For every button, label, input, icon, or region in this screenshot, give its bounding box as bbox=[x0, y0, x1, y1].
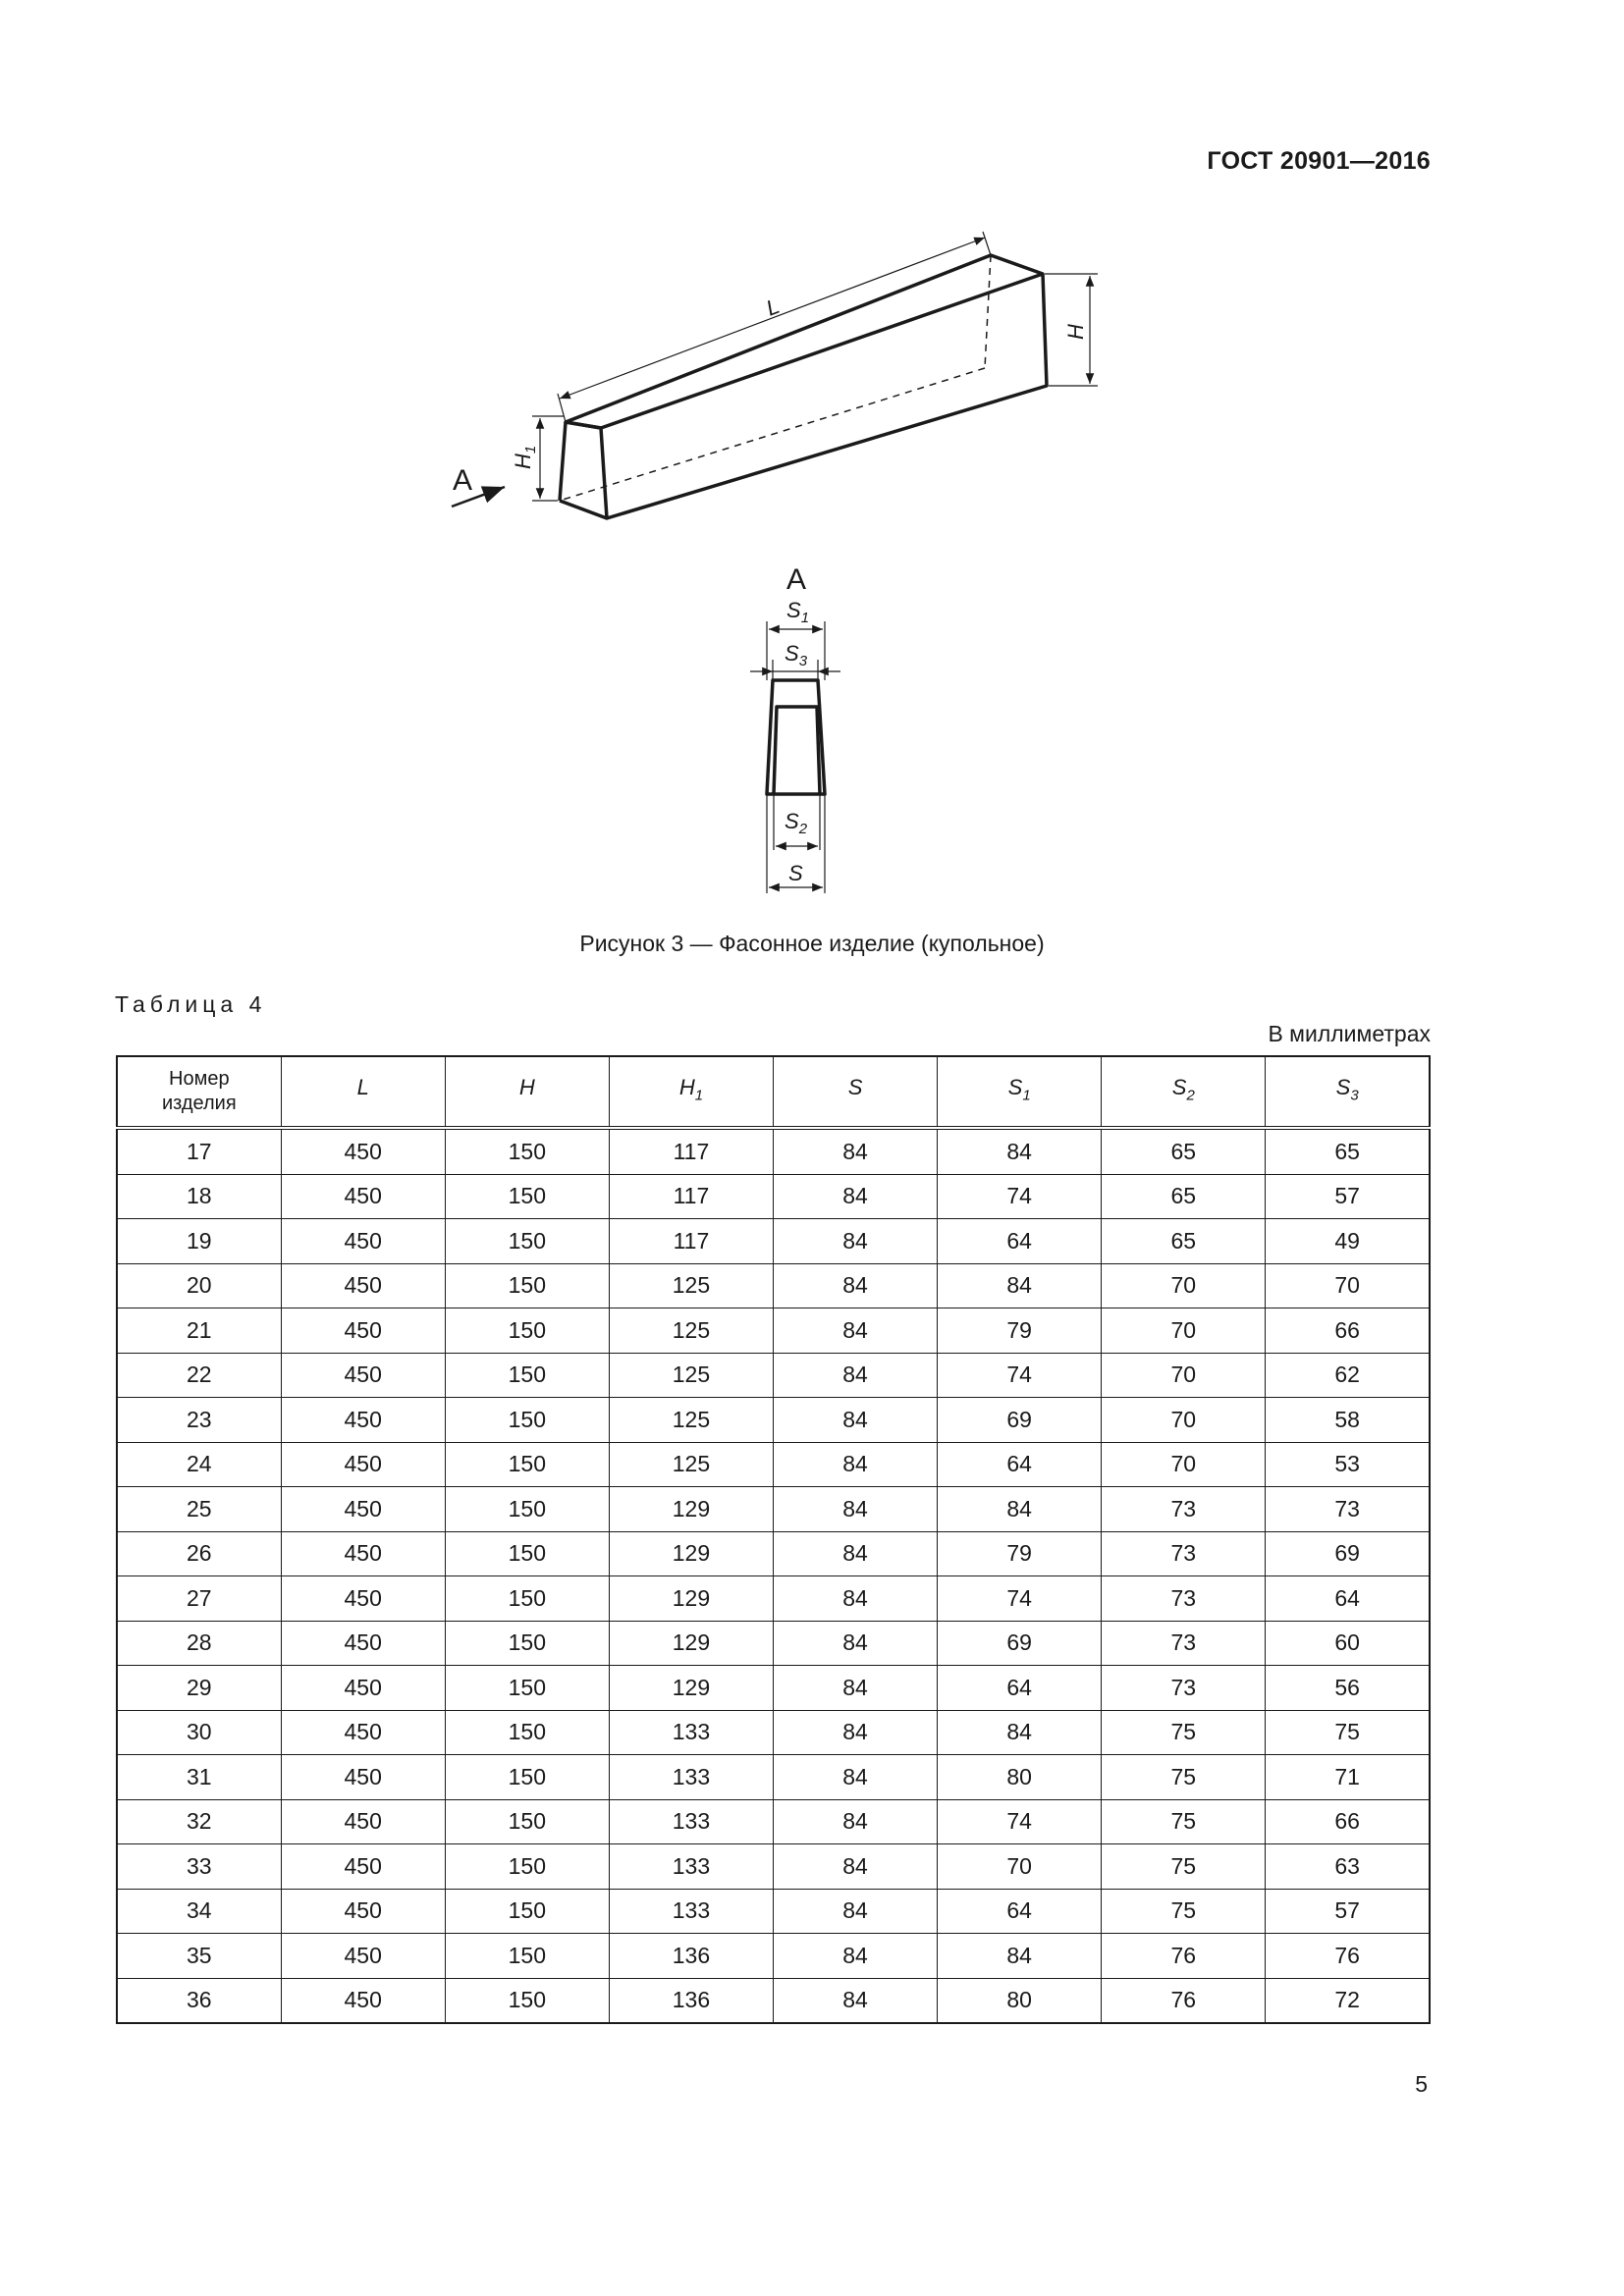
header-L: L bbox=[281, 1056, 445, 1128]
cell-H: 150 bbox=[445, 1219, 609, 1264]
label-H1: $H_1$ bbox=[511, 445, 539, 469]
table-row bbox=[117, 1128, 1430, 1174]
cell-H: 150 bbox=[445, 1487, 609, 1532]
cell-S1: 79 bbox=[938, 1531, 1102, 1576]
cell-H: 150 bbox=[445, 1978, 609, 2023]
cell-S3: 76 bbox=[1266, 1934, 1430, 1979]
cell-S3: 72 bbox=[1266, 1978, 1430, 2023]
cell-S: 84 bbox=[774, 1353, 938, 1398]
cell-S3: 49 bbox=[1266, 1219, 1430, 1264]
table-row bbox=[117, 1799, 1430, 1844]
header-S1: $S_1$ bbox=[938, 1056, 1102, 1128]
cell-S1: 64 bbox=[938, 1219, 1102, 1264]
cell-S: 84 bbox=[774, 1263, 938, 1308]
cell-S1: 80 bbox=[938, 1755, 1102, 1800]
cell-item-number: 21 bbox=[117, 1308, 281, 1354]
cell-H: 150 bbox=[445, 1799, 609, 1844]
cell-H: 150 bbox=[445, 1934, 609, 1979]
figure-3 bbox=[0, 0, 1624, 942]
table-title: Таблица 4 bbox=[115, 991, 267, 1017]
cell-S1: 84 bbox=[938, 1128, 1102, 1174]
cell-H1: 133 bbox=[609, 1710, 773, 1755]
cell-S2: 73 bbox=[1102, 1621, 1266, 1666]
cell-item-number: 17 bbox=[117, 1128, 281, 1174]
cell-L: 450 bbox=[281, 1666, 445, 1711]
cell-L: 450 bbox=[281, 1174, 445, 1219]
cell-S3: 53 bbox=[1266, 1442, 1430, 1487]
cell-H: 150 bbox=[445, 1621, 609, 1666]
cell-S3: 65 bbox=[1266, 1128, 1430, 1174]
cell-L: 450 bbox=[281, 1531, 445, 1576]
cell-S2: 75 bbox=[1102, 1710, 1266, 1755]
cell-S1: 84 bbox=[938, 1487, 1102, 1532]
table-row bbox=[117, 1442, 1430, 1487]
cell-S: 84 bbox=[774, 1844, 938, 1890]
cell-H1: 133 bbox=[609, 1799, 773, 1844]
cell-S2: 65 bbox=[1102, 1219, 1266, 1264]
cell-S1: 74 bbox=[938, 1799, 1102, 1844]
cell-H1: 129 bbox=[609, 1487, 773, 1532]
cell-S3: 58 bbox=[1266, 1398, 1430, 1443]
cell-L: 450 bbox=[281, 1398, 445, 1443]
cell-S3: 62 bbox=[1266, 1353, 1430, 1398]
cell-S: 84 bbox=[774, 1531, 938, 1576]
cell-L: 450 bbox=[281, 1755, 445, 1800]
cell-L: 450 bbox=[281, 1710, 445, 1755]
cell-H: 150 bbox=[445, 1889, 609, 1934]
cell-S: 84 bbox=[774, 1621, 938, 1666]
cell-item-number: 20 bbox=[117, 1263, 281, 1308]
cell-S2: 73 bbox=[1102, 1666, 1266, 1711]
cell-item-number: 24 bbox=[117, 1442, 281, 1487]
cell-L: 450 bbox=[281, 1799, 445, 1844]
cell-S: 84 bbox=[774, 1710, 938, 1755]
cell-L: 450 bbox=[281, 1487, 445, 1532]
table-row bbox=[117, 1487, 1430, 1532]
cell-H: 150 bbox=[445, 1844, 609, 1890]
isometric-block bbox=[452, 232, 1098, 518]
cell-S1: 80 bbox=[938, 1978, 1102, 2023]
cell-S: 84 bbox=[774, 1174, 938, 1219]
cell-S2: 76 bbox=[1102, 1978, 1266, 2023]
cell-H1: 125 bbox=[609, 1308, 773, 1354]
cell-H1: 133 bbox=[609, 1889, 773, 1934]
cell-S1: 74 bbox=[938, 1174, 1102, 1219]
cell-H1: 136 bbox=[609, 1934, 773, 1979]
cell-S: 84 bbox=[774, 1799, 938, 1844]
cell-S1: 64 bbox=[938, 1442, 1102, 1487]
cell-L: 450 bbox=[281, 1219, 445, 1264]
cell-S2: 65 bbox=[1102, 1174, 1266, 1219]
cell-item-number: 28 bbox=[117, 1621, 281, 1666]
cell-L: 450 bbox=[281, 1308, 445, 1354]
header-H1: $H_1$ bbox=[609, 1056, 773, 1128]
label-H: H bbox=[1063, 324, 1088, 340]
cell-H: 150 bbox=[445, 1353, 609, 1398]
cell-S1: 84 bbox=[938, 1710, 1102, 1755]
cell-item-number: 33 bbox=[117, 1844, 281, 1890]
cell-H1: 125 bbox=[609, 1442, 773, 1487]
figure-caption: Рисунок 3 — Фасонное изделие (купольное) bbox=[579, 931, 1045, 956]
cell-L: 450 bbox=[281, 1934, 445, 1979]
cell-H: 150 bbox=[445, 1710, 609, 1755]
cell-H1: 133 bbox=[609, 1755, 773, 1800]
label-view-A: А bbox=[453, 464, 473, 497]
header-item-number: Номер изделия bbox=[117, 1056, 281, 1128]
cell-H: 150 bbox=[445, 1666, 609, 1711]
cell-H1: 129 bbox=[609, 1576, 773, 1622]
cell-L: 450 bbox=[281, 1442, 445, 1487]
cell-L: 450 bbox=[281, 1263, 445, 1308]
cell-item-number: 32 bbox=[117, 1799, 281, 1844]
cell-H: 150 bbox=[445, 1398, 609, 1443]
document-id: ГОСТ 20901—2016 bbox=[1207, 147, 1431, 175]
cell-S1: 64 bbox=[938, 1889, 1102, 1934]
cell-H: 150 bbox=[445, 1128, 609, 1174]
cell-S3: 57 bbox=[1266, 1889, 1430, 1934]
cell-S1: 84 bbox=[938, 1934, 1102, 1979]
cell-S: 84 bbox=[774, 1755, 938, 1800]
cell-H: 150 bbox=[445, 1755, 609, 1800]
header-S: S bbox=[774, 1056, 938, 1128]
header-H: H bbox=[445, 1056, 609, 1128]
cell-H1: 117 bbox=[609, 1174, 773, 1219]
cell-S2: 65 bbox=[1102, 1128, 1266, 1174]
cell-item-number: 36 bbox=[117, 1978, 281, 2023]
cell-item-number: 35 bbox=[117, 1934, 281, 1979]
view-a-title: А bbox=[786, 563, 807, 596]
cell-S3: 57 bbox=[1266, 1174, 1430, 1219]
table-row bbox=[117, 1621, 1430, 1666]
cell-S3: 63 bbox=[1266, 1844, 1430, 1890]
cell-L: 450 bbox=[281, 1353, 445, 1398]
cell-S2: 76 bbox=[1102, 1934, 1266, 1979]
cell-item-number: 29 bbox=[117, 1666, 281, 1711]
cell-H: 150 bbox=[445, 1531, 609, 1576]
cell-L: 450 bbox=[281, 1576, 445, 1622]
cell-S2: 75 bbox=[1102, 1889, 1266, 1934]
cell-H1: 125 bbox=[609, 1398, 773, 1443]
cell-H1: 129 bbox=[609, 1621, 773, 1666]
cell-L: 450 bbox=[281, 1889, 445, 1934]
cell-S2: 75 bbox=[1102, 1799, 1266, 1844]
cell-S2: 70 bbox=[1102, 1353, 1266, 1398]
dimensions-table bbox=[116, 1055, 1431, 2024]
cell-H1: 136 bbox=[609, 1978, 773, 2023]
cell-item-number: 25 bbox=[117, 1487, 281, 1532]
cell-S3: 73 bbox=[1266, 1487, 1430, 1532]
table-row bbox=[117, 1263, 1430, 1308]
cell-S2: 75 bbox=[1102, 1844, 1266, 1890]
cell-S: 84 bbox=[774, 1889, 938, 1934]
cell-item-number: 22 bbox=[117, 1353, 281, 1398]
cell-S2: 70 bbox=[1102, 1308, 1266, 1354]
table-row bbox=[117, 1934, 1430, 1979]
cell-S3: 60 bbox=[1266, 1621, 1430, 1666]
page-number: 5 bbox=[1415, 2071, 1428, 2097]
cell-S2: 70 bbox=[1102, 1263, 1266, 1308]
cell-item-number: 26 bbox=[117, 1531, 281, 1576]
cell-L: 450 bbox=[281, 1978, 445, 2023]
table-header-row bbox=[117, 1056, 1430, 1128]
cell-S1: 69 bbox=[938, 1621, 1102, 1666]
cell-L: 450 bbox=[281, 1621, 445, 1666]
cell-item-number: 19 bbox=[117, 1219, 281, 1264]
cell-S: 84 bbox=[774, 1128, 938, 1174]
label-L: L bbox=[762, 293, 784, 321]
cell-S: 84 bbox=[774, 1308, 938, 1354]
cell-S1: 79 bbox=[938, 1308, 1102, 1354]
cell-H1: 125 bbox=[609, 1263, 773, 1308]
table-row bbox=[117, 1308, 1430, 1354]
cell-S: 84 bbox=[774, 1576, 938, 1622]
cell-S1: 70 bbox=[938, 1844, 1102, 1890]
cell-H: 150 bbox=[445, 1308, 609, 1354]
cell-H1: 117 bbox=[609, 1128, 773, 1174]
cell-S3: 75 bbox=[1266, 1710, 1430, 1755]
cell-S2: 70 bbox=[1102, 1442, 1266, 1487]
cell-item-number: 18 bbox=[117, 1174, 281, 1219]
cell-H1: 133 bbox=[609, 1844, 773, 1890]
cell-S3: 64 bbox=[1266, 1576, 1430, 1622]
cell-L: 450 bbox=[281, 1844, 445, 1890]
table-row bbox=[117, 1353, 1430, 1398]
cell-item-number: 23 bbox=[117, 1398, 281, 1443]
cell-item-number: 27 bbox=[117, 1576, 281, 1622]
cell-S: 84 bbox=[774, 1219, 938, 1264]
cell-H: 150 bbox=[445, 1442, 609, 1487]
label-S3: $S_3$ bbox=[785, 641, 808, 669]
table-row bbox=[117, 1576, 1430, 1622]
table-body bbox=[117, 1128, 1430, 2023]
cell-S3: 69 bbox=[1266, 1531, 1430, 1576]
header-S2: $S_2$ bbox=[1102, 1056, 1266, 1128]
cell-S3: 66 bbox=[1266, 1308, 1430, 1354]
cell-item-number: 34 bbox=[117, 1889, 281, 1934]
table-row bbox=[117, 1978, 1430, 2023]
cell-S2: 75 bbox=[1102, 1755, 1266, 1800]
table-units: В миллиметрах bbox=[1268, 1021, 1431, 1046]
table-row bbox=[117, 1755, 1430, 1800]
label-S2: $S_2$ bbox=[785, 809, 808, 837]
cell-H1: 129 bbox=[609, 1666, 773, 1711]
cell-S2: 70 bbox=[1102, 1398, 1266, 1443]
table-row bbox=[117, 1174, 1430, 1219]
figure-drawing bbox=[0, 0, 1624, 942]
cell-H1: 117 bbox=[609, 1219, 773, 1264]
header-S3: $S_3$ bbox=[1266, 1056, 1430, 1128]
cell-S: 84 bbox=[774, 1978, 938, 2023]
cell-S1: 84 bbox=[938, 1263, 1102, 1308]
cell-S1: 64 bbox=[938, 1666, 1102, 1711]
cell-S3: 56 bbox=[1266, 1666, 1430, 1711]
cell-item-number: 30 bbox=[117, 1710, 281, 1755]
label-S1: $S_1$ bbox=[786, 598, 810, 626]
table-row bbox=[117, 1219, 1430, 1264]
cell-S: 84 bbox=[774, 1487, 938, 1532]
table-row bbox=[117, 1710, 1430, 1755]
table-row bbox=[117, 1531, 1430, 1576]
cell-H: 150 bbox=[445, 1263, 609, 1308]
cell-S1: 74 bbox=[938, 1353, 1102, 1398]
cell-S3: 66 bbox=[1266, 1799, 1430, 1844]
table-row bbox=[117, 1889, 1430, 1934]
cell-S1: 69 bbox=[938, 1398, 1102, 1443]
cell-S: 84 bbox=[774, 1398, 938, 1443]
cell-item-number: 31 bbox=[117, 1755, 281, 1800]
cell-H: 150 bbox=[445, 1174, 609, 1219]
cell-H1: 129 bbox=[609, 1531, 773, 1576]
label-S: S bbox=[788, 861, 803, 885]
cell-S: 84 bbox=[774, 1666, 938, 1711]
cell-S2: 73 bbox=[1102, 1576, 1266, 1622]
table-row bbox=[117, 1844, 1430, 1890]
cell-L: 450 bbox=[281, 1128, 445, 1174]
cell-S3: 70 bbox=[1266, 1263, 1430, 1308]
cell-S3: 71 bbox=[1266, 1755, 1430, 1800]
cell-S1: 74 bbox=[938, 1576, 1102, 1622]
cell-H1: 125 bbox=[609, 1353, 773, 1398]
table-row bbox=[117, 1666, 1430, 1711]
cell-S2: 73 bbox=[1102, 1531, 1266, 1576]
cell-S: 84 bbox=[774, 1442, 938, 1487]
cell-H: 150 bbox=[445, 1576, 609, 1622]
table-row bbox=[117, 1398, 1430, 1443]
cell-S: 84 bbox=[774, 1934, 938, 1979]
cell-S2: 73 bbox=[1102, 1487, 1266, 1532]
